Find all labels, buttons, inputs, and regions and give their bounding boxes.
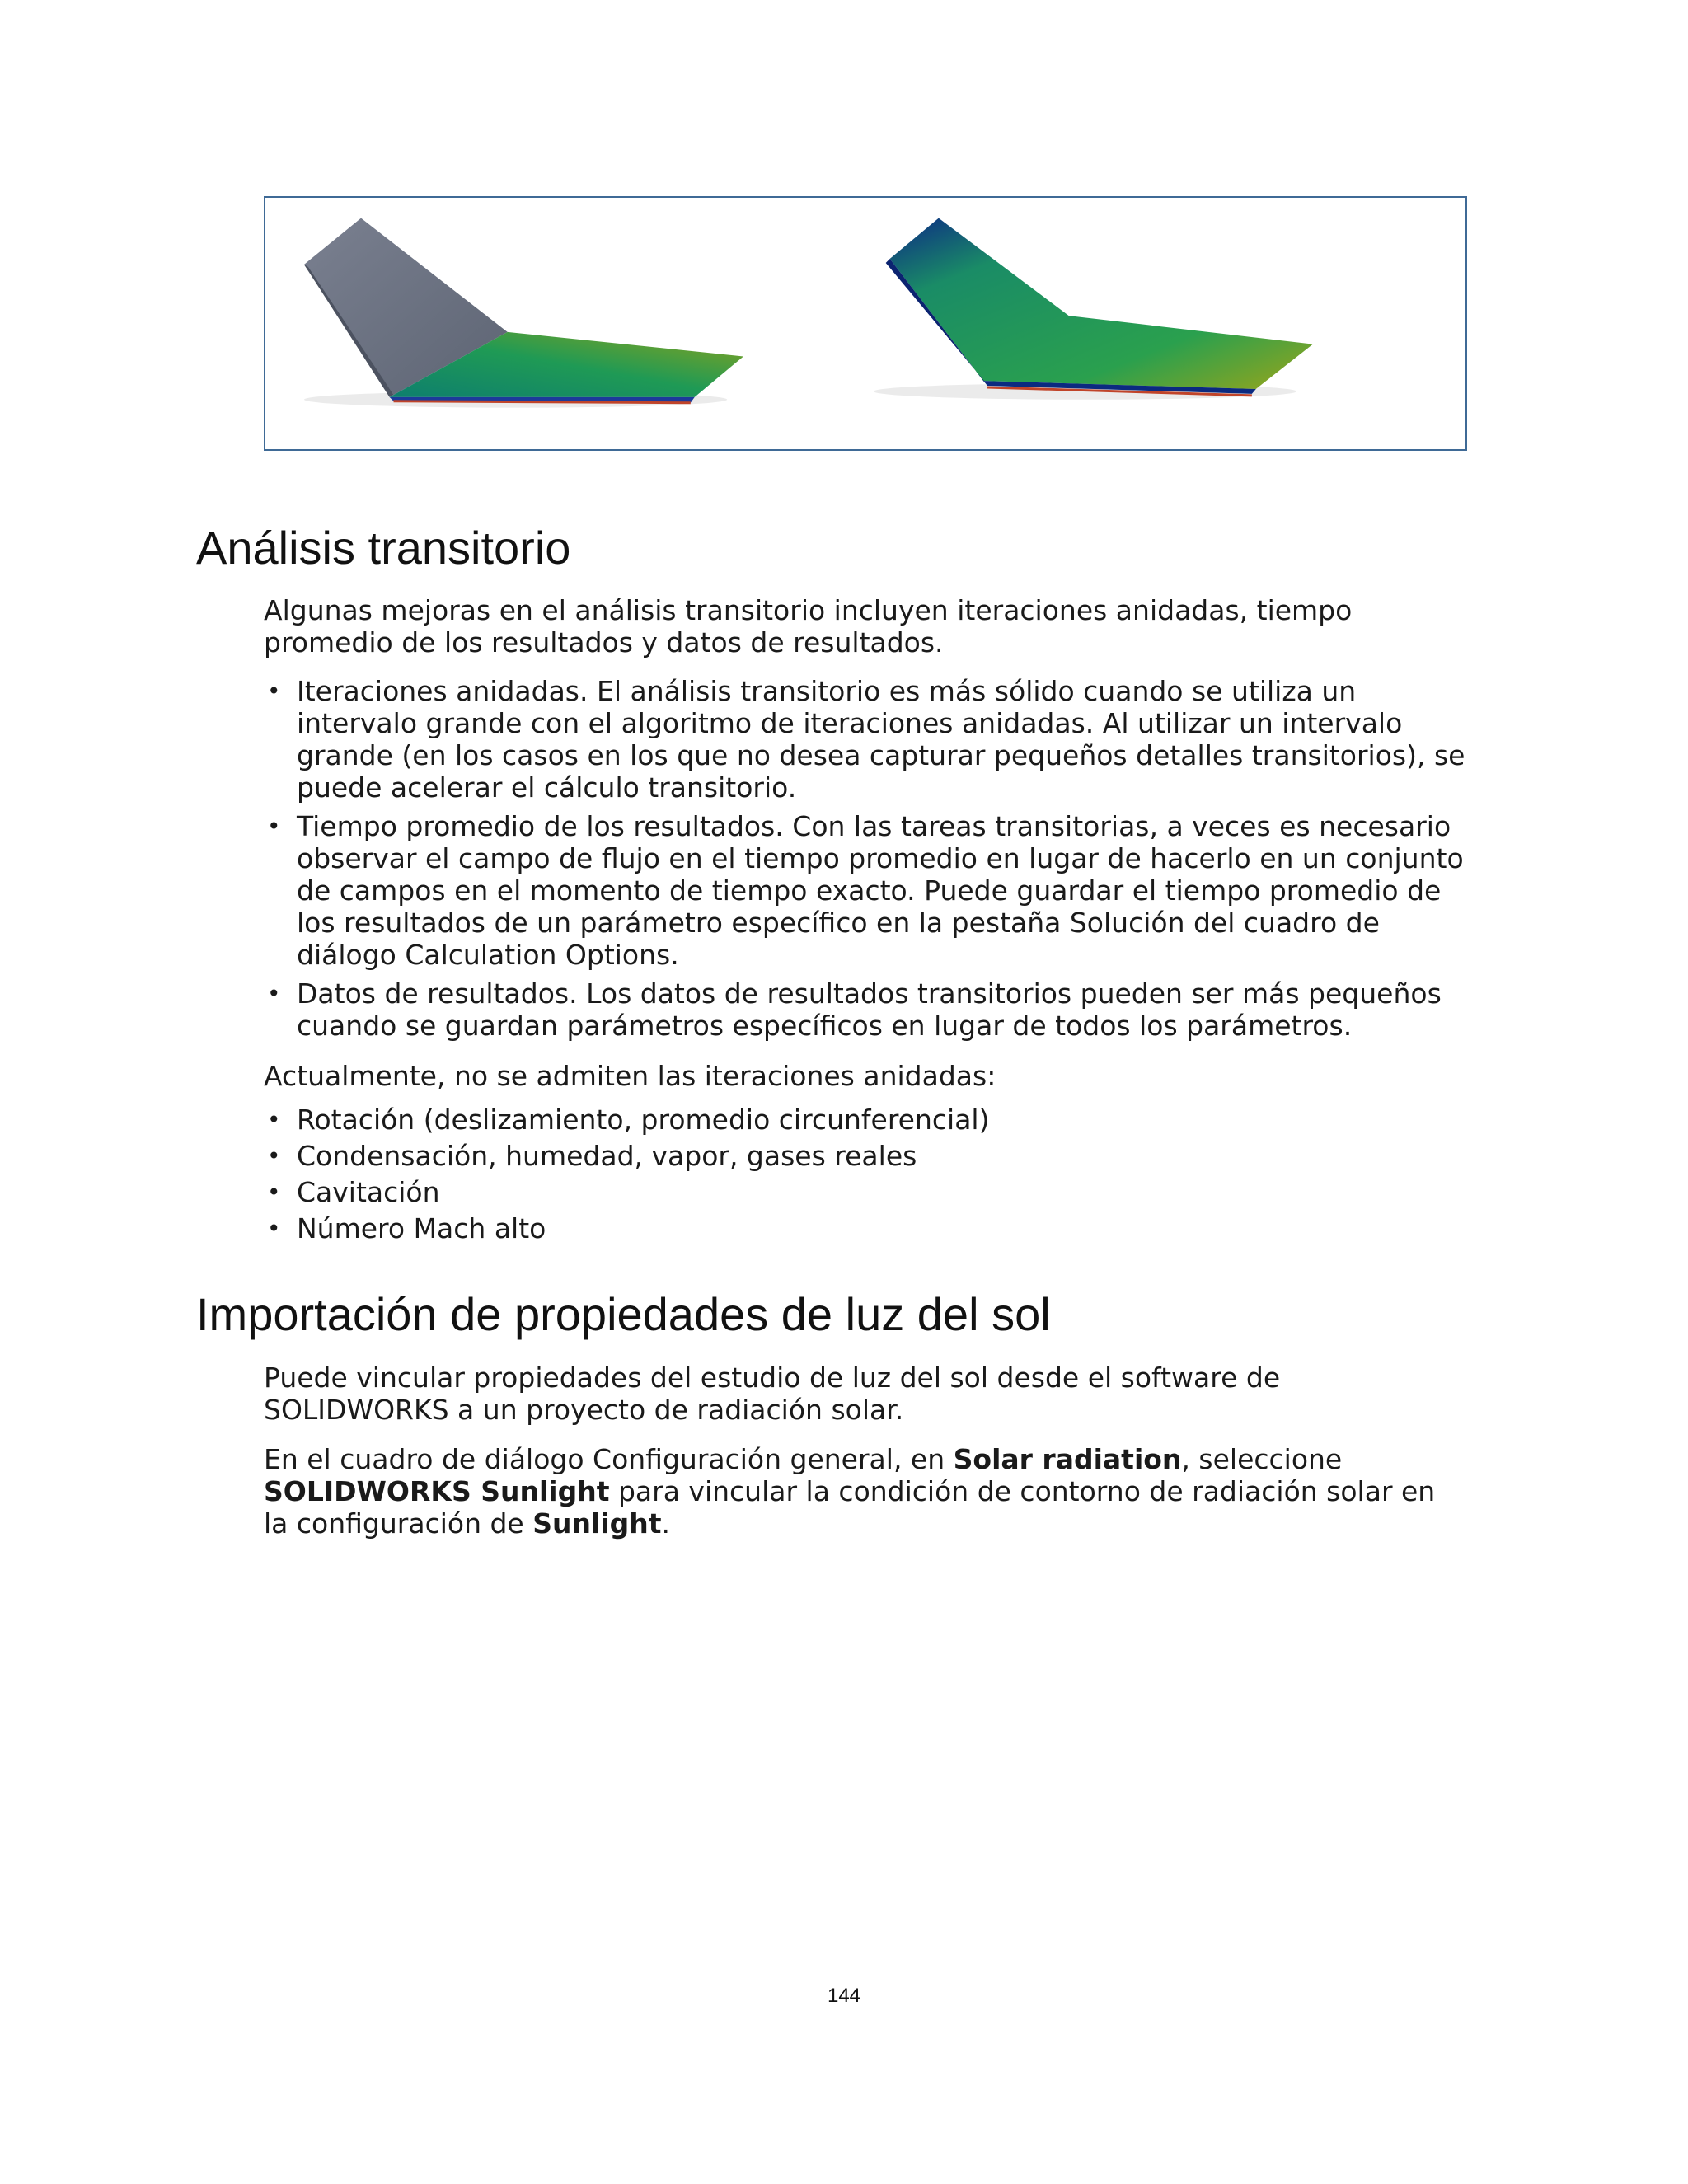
list-item <box>264 1212 1467 1244</box>
page-number: 144 <box>827 1985 861 2007</box>
bullet-icon: • <box>267 1179 281 1206</box>
ui-term-sunlight: Sunlight <box>532 1507 662 1540</box>
bullet-icon: • <box>267 980 281 1007</box>
features-list <box>264 675 1467 1048</box>
list-item <box>264 675 1467 804</box>
wing-simulation-left <box>304 218 743 408</box>
list-item-text: Iteraciones anidadas. El análisis transitorio es más sólido cuando se utiliza un intervalo grande con el algoritmo de iteraciones anidadas. Al utilizar un intervalo grande (en los casos en los que no desea capturar pequeños detalles transitorios), se puede acelerar el cálculo transitorio. <box>297 675 1465 804</box>
text-run: , seleccione <box>1181 1443 1343 1475</box>
sunlight-paragraph-1 <box>264 1361 1467 1426</box>
list-item <box>264 810 1467 971</box>
list-item <box>264 1140 1467 1172</box>
intro-paragraph <box>264 594 1467 658</box>
sunlight-text-2 <box>264 1443 1467 1540</box>
bullet-icon: • <box>267 677 281 705</box>
list-item-text: Condensación, humedad, vapor, gases reales <box>297 1140 917 1172</box>
list-item <box>264 977 1467 1042</box>
list-item-text: Datos de resultados. Los datos de resultados transitorios pueden ser más pequeños cuando se guardan parámetros específicos en lugar de todos los parámetros. <box>297 977 1442 1042</box>
wing-simulation-image <box>265 198 1465 449</box>
bullet-icon: • <box>267 1106 281 1133</box>
list-item <box>264 1104 1467 1136</box>
ui-term-solidworks-sunlight: SOLIDWORKS Sunlight <box>264 1475 610 1507</box>
text-run: . <box>661 1507 670 1540</box>
wing-figure <box>264 196 1467 451</box>
list-item-text: Cavitación <box>297 1176 440 1208</box>
list-item-text: Rotación (deslizamiento, promedio circunferencial) <box>297 1104 990 1136</box>
section-title-sunlight: Importación de propiedades de luz del sol <box>196 1288 1051 1340</box>
note-paragraph <box>264 1060 1467 1092</box>
bullet-icon: • <box>267 1142 281 1169</box>
bullet-icon: • <box>267 813 281 840</box>
unsupported-list <box>264 1104 1467 1249</box>
list-item-text: Tiempo promedio de los resultados. Con las tareas transitorias, a veces es necesario observar el campo de flujo en el tiempo promedio en lugar de hacerlo en un conjunto de campos en el momento de tiempo exacto. Puede guardar el tiempo promedio de los resultados de un parámetro específico en la pestaña Solución del cuadro de diálogo Calculation Options. <box>297 810 1464 971</box>
note-text: Actualmente, no se admiten las iteraciones anidadas: <box>264 1060 996 1092</box>
list-item <box>264 1176 1467 1208</box>
text-run: En el cuadro de diálogo Configuración general, en <box>264 1443 954 1475</box>
section-title-transient: Análisis transitorio <box>196 522 571 574</box>
text-run: para vincular la condición de contorno de radiación solar en la configuración de <box>264 1475 1436 1540</box>
sunlight-text-1: Puede vincular propiedades del estudio de luz del sol desde el software de SOLIDWORKS a un proyecto de radiación solar. <box>264 1361 1281 1426</box>
wing-simulation-right <box>874 218 1313 400</box>
ui-term-solar-radiation: Solar radiation <box>953 1443 1182 1475</box>
sunlight-paragraph-2 <box>264 1443 1467 1540</box>
list-item-text: Número Mach alto <box>297 1212 546 1244</box>
intro-text: Algunas mejoras en el análisis transitorio incluyen iteraciones anidadas, tiempo promedio de los resultados y datos de resultados. <box>264 594 1353 658</box>
bullet-icon: • <box>267 1215 281 1242</box>
